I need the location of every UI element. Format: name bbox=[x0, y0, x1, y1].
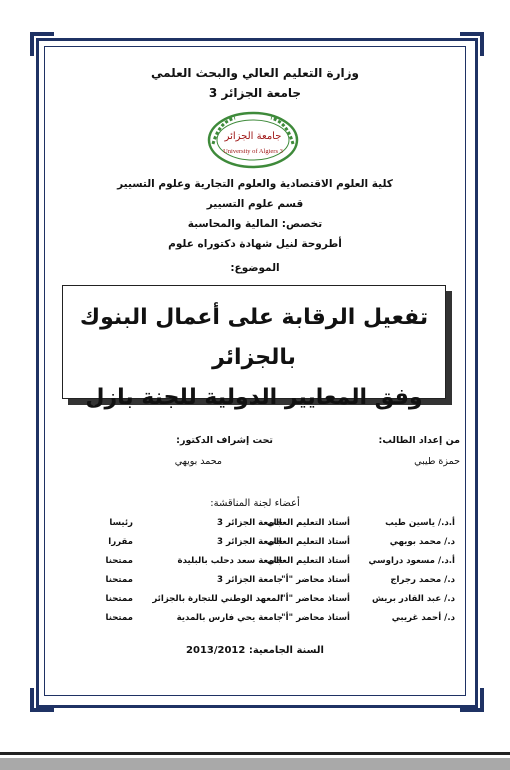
member-role: ممتحنا bbox=[105, 594, 133, 604]
member-rank: أستاذ التعليم العالي bbox=[267, 537, 350, 547]
author-name: حمزة طيبي bbox=[414, 456, 460, 467]
ministry-name: وزارة التعليم العالي والبحث العلمي bbox=[150, 66, 360, 80]
committee-row bbox=[55, 591, 455, 610]
member-role: رئيسا bbox=[109, 518, 133, 528]
member-role: ممتحنا bbox=[105, 613, 133, 623]
member-role: ممتحنا bbox=[105, 556, 133, 566]
faculty-name: كلية العلوم الاقتصادية والعلوم التجارية وعلوم التسيير bbox=[117, 178, 393, 190]
specialty-name: تخصص: المالية والمحاسبة bbox=[187, 218, 323, 230]
footer-divider bbox=[0, 752, 510, 755]
member-institution: جامعة سعد دحلب بالبليدة bbox=[177, 556, 283, 566]
supervisor-label: تحت إشراف الدكتور: bbox=[176, 435, 273, 446]
border-corner-top-left bbox=[30, 32, 54, 56]
logo-arabic-text: جامعة الجزائر bbox=[224, 131, 282, 142]
member-institution: المعهد الوطني للتجارة بالجزائر bbox=[152, 594, 283, 604]
member-rank: أستاذ التعليم العالي bbox=[267, 518, 350, 528]
border-corner-bottom-left bbox=[30, 688, 54, 712]
supervisor-name: محمد بويهي bbox=[174, 456, 222, 467]
member-name: أ.د./ مسعود دراوسي bbox=[368, 556, 455, 566]
member-rank: أستاذ التعليم العالي bbox=[267, 556, 350, 566]
subject-label: الموضوع: bbox=[230, 262, 280, 274]
committee-list bbox=[55, 515, 455, 629]
committee-row bbox=[55, 515, 455, 534]
thesis-title-line-2: وفق المعايير الدولية للجنة بازل bbox=[85, 385, 423, 410]
committee-row bbox=[55, 534, 455, 553]
author-label: من إعداد الطالب: bbox=[378, 435, 460, 446]
footer-band bbox=[0, 758, 510, 770]
member-institution: جامعة الجزائر 3 bbox=[216, 575, 283, 585]
member-name: د./ أحمد غريبي bbox=[391, 613, 455, 623]
logo-latin-text: University of Algiers 3 bbox=[223, 148, 283, 155]
committee-row bbox=[55, 553, 455, 572]
member-role: مقررا bbox=[108, 537, 133, 547]
member-name: د./ محمد بويهي bbox=[389, 537, 455, 547]
academic-year: السنة الجامعية: 2013/2012 bbox=[186, 645, 324, 656]
university-name: جامعة الجزائر 3 bbox=[208, 86, 302, 100]
member-institution: جامعة الجزائر 3 bbox=[216, 537, 283, 547]
university-crest-logo bbox=[205, 110, 301, 170]
committee-row bbox=[55, 610, 455, 629]
committee-title: أعضاء لجنة المناقشة: bbox=[210, 498, 300, 509]
member-name: أ.د./ ياسين طيب bbox=[385, 518, 455, 528]
member-rank: أستاذ محاضر "أ" bbox=[281, 613, 350, 623]
department-name: قسم علوم التسيير bbox=[206, 198, 304, 210]
member-role: ممتحنا bbox=[105, 575, 133, 585]
thesis-title-line-1: تفعيل الرقابة على أعمال البنوك بالجزائر bbox=[79, 305, 429, 370]
member-institution: جامعة الجزائر 3 bbox=[216, 518, 283, 528]
thesis-type: أطروحة لنيل شهادة دكتوراه علوم bbox=[168, 238, 342, 250]
border-corner-bottom-right bbox=[460, 688, 484, 712]
border-corner-top-right bbox=[460, 32, 484, 56]
member-institution: جامعة يحي فارس بالمدية bbox=[176, 613, 283, 623]
member-name: د./ محمد رجراج bbox=[390, 575, 455, 585]
member-rank: أستاذ محاضر "أ" bbox=[281, 594, 350, 604]
thesis-title-box bbox=[62, 285, 446, 410]
member-name: د./ عبد القادر بريش bbox=[371, 594, 455, 604]
committee-row bbox=[55, 572, 455, 591]
member-rank: أستاذ محاضر "أ" bbox=[281, 575, 350, 585]
